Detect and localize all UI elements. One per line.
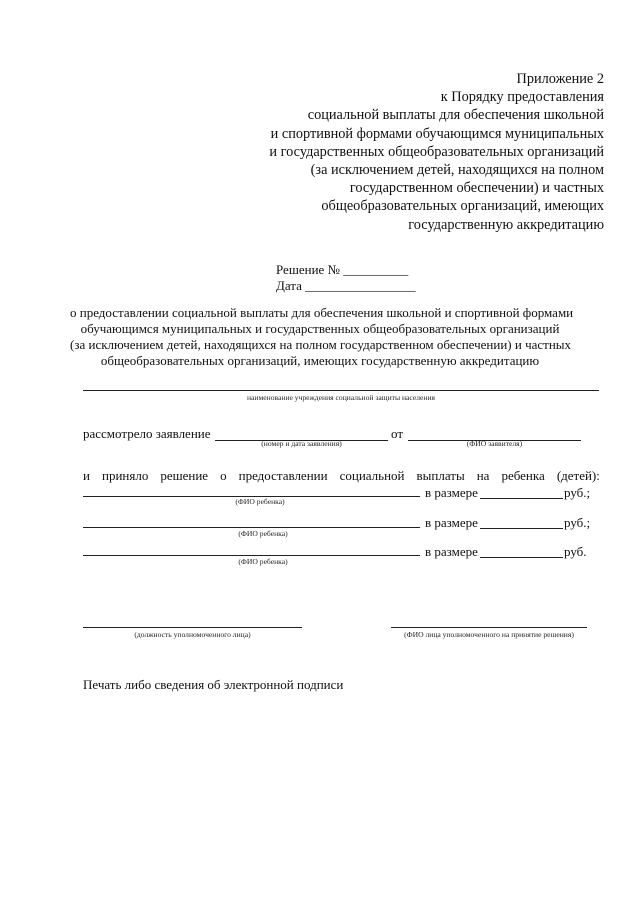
currency-label: руб.; <box>564 515 591 530</box>
decision-word: выплаты <box>416 468 465 483</box>
appendix-line: и государственных общеобразовательных организаций <box>269 143 604 160</box>
decision-word: приняло <box>101 468 149 483</box>
decision-word: (детей): <box>556 468 600 483</box>
appendix-line: государственном обеспечении) и частных <box>349 180 604 197</box>
appendix-line: к Порядку предоставления <box>440 89 604 106</box>
decision-word: предоставлении <box>238 468 328 483</box>
child-name-field[interactable] <box>83 527 420 528</box>
currency-label: руб. <box>564 544 587 559</box>
amount-label: в размере <box>425 544 478 559</box>
child-name-field[interactable] <box>83 555 420 556</box>
from-label: от <box>391 426 404 441</box>
appendix-header <box>200 70 604 234</box>
decision-word: ребенка <box>501 468 545 483</box>
title-line: общеобразовательных организаций, имеющих государственную аккредитацию <box>100 353 540 368</box>
date-blank[interactable]: ______________ <box>305 278 397 293</box>
amount-field[interactable] <box>480 528 563 529</box>
institution-caption: наименование учреждения социальной защиты населения <box>246 393 436 402</box>
title-line: о предоставлении социальной выплаты для обеспечения школьной и спортивной формами <box>70 305 574 320</box>
review-label: рассмотрело заявление <box>83 426 211 441</box>
appendix-line: (за исключением детей, находящихся на полном <box>310 162 604 179</box>
date-label: Дата <box>276 278 302 293</box>
decision-word: решение <box>160 468 209 483</box>
child-name-caption: (ФИО ребенка) <box>238 529 288 538</box>
position-caption: (должность уполномоченного лица) <box>134 630 251 639</box>
appendix-line: и спортивной формами обучающимся муниципальных <box>270 125 604 142</box>
application-number-caption: (номер и дата заявления) <box>261 439 342 448</box>
name-signature-field[interactable] <box>391 627 587 628</box>
decision-blank[interactable]: __________ <box>343 262 409 277</box>
amount-label: в размере <box>425 485 478 500</box>
decision-word: о <box>220 468 227 483</box>
decision-word: на <box>476 468 490 483</box>
amount-field[interactable] <box>480 498 563 499</box>
decision-statement <box>83 468 600 484</box>
appendix-line: Приложение 2 <box>516 71 604 87</box>
appendix-line: общеобразовательных организаций, имеющих <box>321 198 604 215</box>
decision-word: социальной <box>339 468 405 483</box>
amount-field[interactable] <box>480 557 563 558</box>
amount-label: в размере <box>425 515 478 530</box>
decision-date <box>276 278 416 294</box>
decision-word: и <box>83 468 90 483</box>
seal-note: Печать либо сведения об электронной подписи <box>83 677 344 692</box>
institution-field[interactable] <box>83 390 599 391</box>
document-title <box>70 305 574 369</box>
name-caption: (ФИО лица уполномоченного на принятие решения) <box>404 630 574 639</box>
appendix-line: социальной выплаты для обеспечения школьной <box>307 107 604 124</box>
child-name-caption: (ФИО ребенка) <box>238 557 288 566</box>
position-signature-field[interactable] <box>83 627 302 628</box>
child-name-caption: (ФИО ребенка) <box>235 497 285 506</box>
date-tail: ___ <box>396 278 416 293</box>
currency-label: руб.; <box>564 485 591 500</box>
decision-label: Решение № <box>276 262 340 277</box>
title-line: (за исключением детей, находящихся на полном государственном обеспечении) и частных <box>70 337 572 352</box>
decision-number <box>276 262 408 278</box>
applicant-caption: (ФИО заявителя) <box>466 439 523 448</box>
appendix-line: государственную аккредитацию <box>408 216 604 233</box>
title-line: обучающимся муниципальных и государственных общеобразовательных организаций <box>80 321 560 336</box>
